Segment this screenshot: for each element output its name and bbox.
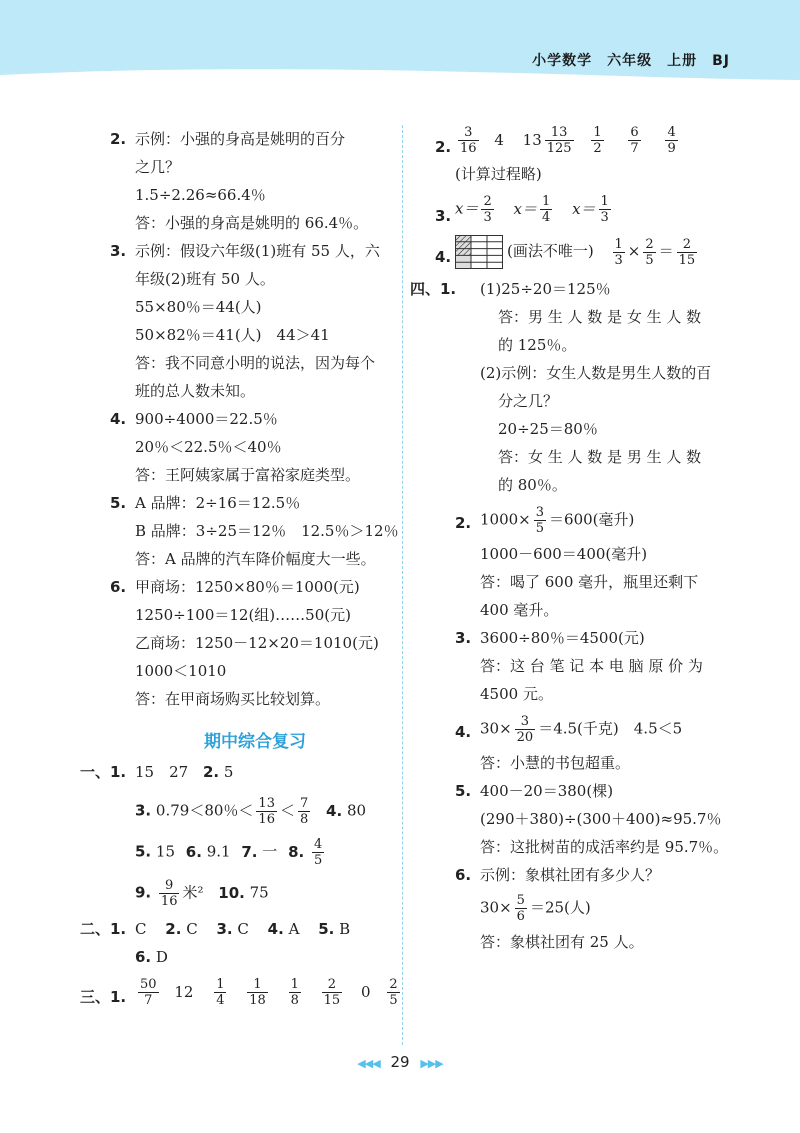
fraction: $\frac{1}{2}$: [593, 125, 602, 156]
right-column: [410, 125, 750, 956]
fraction: $\frac{13}{16}$: [258, 796, 275, 827]
fraction: $\frac{7}{8}$: [299, 796, 309, 827]
grid-figure: [455, 235, 503, 269]
fraction: $\frac{3}{16}$: [460, 125, 477, 156]
fraction: $\frac{1}{4}$: [216, 977, 225, 1008]
left-column: [80, 125, 399, 1008]
fraction: $\frac{2}{3}$: [483, 194, 492, 225]
fraction: $\frac{3}{5}$: [535, 505, 545, 536]
answer-item: 4. 30× $\frac{3}{20}$ ＝4.5(千克) 4.5＜5 答：小慧的书包超重。: [455, 714, 683, 772]
answer-item: 6. 甲商场：1250×80％＝1000(元) 1250÷100＝12(组)……50(元) 乙商场：1250－12×20＝1010(元) 1000＜1010 答：在甲商场购买比较划算。: [110, 578, 379, 708]
answer-item: 3. x＝ $\frac{2}{3}$ x＝ $\frac{1}{4}$ x＝ $\frac{1}{3}$: [435, 194, 609, 225]
fraction: $\frac{2}{15}$: [323, 977, 341, 1008]
fraction: $\frac{4}{9}$: [667, 125, 676, 156]
page-footer: [0, 1053, 800, 1071]
header-band: [0, 0, 800, 90]
page-number: 29: [390, 1053, 410, 1071]
column-divider: [402, 125, 403, 1045]
fraction: $\frac{1}{18}$: [249, 977, 266, 1008]
fraction: $\frac{1}{3}$: [600, 194, 609, 225]
fraction: $\frac{4}{5}$: [314, 837, 323, 868]
fraction: $\frac{1}{4}$: [542, 194, 551, 225]
part-two: 二、1. C 2. C 3. C 4. A 5. B 6. D: [80, 920, 351, 966]
fraction: $\frac{1}{8}$: [290, 977, 299, 1008]
answer-item: 2. 1000× $\frac{3}{5}$ ＝600(毫升) 1000－600＝400(毫升) 答：喝了 600 毫升，瓶里还剩下 400 毫升。: [455, 505, 699, 619]
part-three: 三、1. $\frac{50}{7}$ 12 $\frac{1}{4}$ $\frac{1}{18}$ $\frac{1}{8}$ $\frac{2}{15}$ 0 $\frac{2}{5}$: [80, 977, 398, 1008]
answer-item: 2. 示例：小强的身高是姚明的百分 之几？ 1.5÷2.26≈66.4％ 答：小强的身高是姚明的 66.4％。: [110, 130, 369, 232]
left-arrows-icon: ◀◀◀: [357, 1057, 380, 1070]
part-four: 四、1. (1)25÷20＝125％ 答：男 生 人 数 是 女 生 人 数 的 125％。 (2)示例：女生人数是男生人数的百 分之几？ 20÷25＝80％ 答：女 生 人 数 是 男 生 人 数 的 80％。: [410, 280, 712, 494]
right-arrows-icon: ▶▶▶: [420, 1057, 443, 1070]
fraction: $\frac{2}{5}$: [645, 236, 654, 268]
fraction: $\frac{13}{125}$: [546, 125, 572, 156]
fraction: $\frac{50}{7}$: [140, 977, 157, 1008]
fraction: $\frac{6}{7}$: [630, 125, 639, 156]
fraction: $\frac{1}{3}$: [614, 236, 623, 268]
answer-item: 4. 900÷4000＝22.5％ 20％＜22.5％＜40％ 答：王阿姨家属于富裕家庭类型。: [110, 410, 361, 484]
answer-item: 5. 400－20＝380(棵) (290＋380)÷(300＋400)≈95.7％ 答：这批树苗的成活率约是 95.7％。: [455, 782, 729, 856]
part-one: 一、1. 15 27 2. 5 3. 0.79＜80％＜ $\frac{13}{16}$ ＜ $\frac{7}{8}$ 4. 80 5. 15 6. 9.1 7. 一 8. $\frac{4}{5}$ 9. $\frac{9}{16}$ 米² 10. 75: [80, 763, 367, 909]
fraction: $\frac{5}{6}$: [516, 893, 525, 924]
header-title: 小学数学 六年级 上册 BJ: [532, 53, 730, 69]
fraction: $\frac{3}{20}$: [516, 714, 534, 745]
fraction: $\frac{2}{15}$: [678, 236, 696, 268]
answer-item: 2. $\frac{3}{16}$ 4 13 $\frac{13}{125}$ $\frac{1}{2}$ $\frac{6}{7}$ $\frac{4}{9}$ (计算过程略): [435, 125, 676, 183]
fraction: $\frac{2}{5}$: [389, 977, 398, 1008]
answer-item: 5. A 品牌：2÷16＝12.5％ B 品牌：3÷25＝12％ 12.5％＞12％ 答：A 品牌的汽车降价幅度大一些。: [110, 494, 399, 568]
answer-item: 3. 3600÷80％＝4500(元) 答：这 台 笔 记 本 电 脑 原 价 为 4500 元。: [455, 629, 703, 703]
section-title: 期中综合复习: [204, 732, 306, 752]
fraction: $\frac{9}{16}$: [160, 878, 178, 909]
answer-item: 3. 示例：假设六年级(1)班有 55 人，六 年级(2)班有 50 人。 55×80％＝44(人) 50×82％＝41(人) 44＞41 答：我不同意小明的说法，因为每个 班的总人数未知。: [110, 242, 380, 400]
answer-item: 4. (画法不唯一) $\frac{1}{3}$ × $\frac{2}{5}$ ＝ $\frac{2}{15}$: [435, 236, 696, 268]
answer-item: 6. 示例：象棋社团有多少人？ 30× $\frac{5}{6}$ ＝25(人) 答：象棋社团有 25 人。: [455, 866, 661, 951]
